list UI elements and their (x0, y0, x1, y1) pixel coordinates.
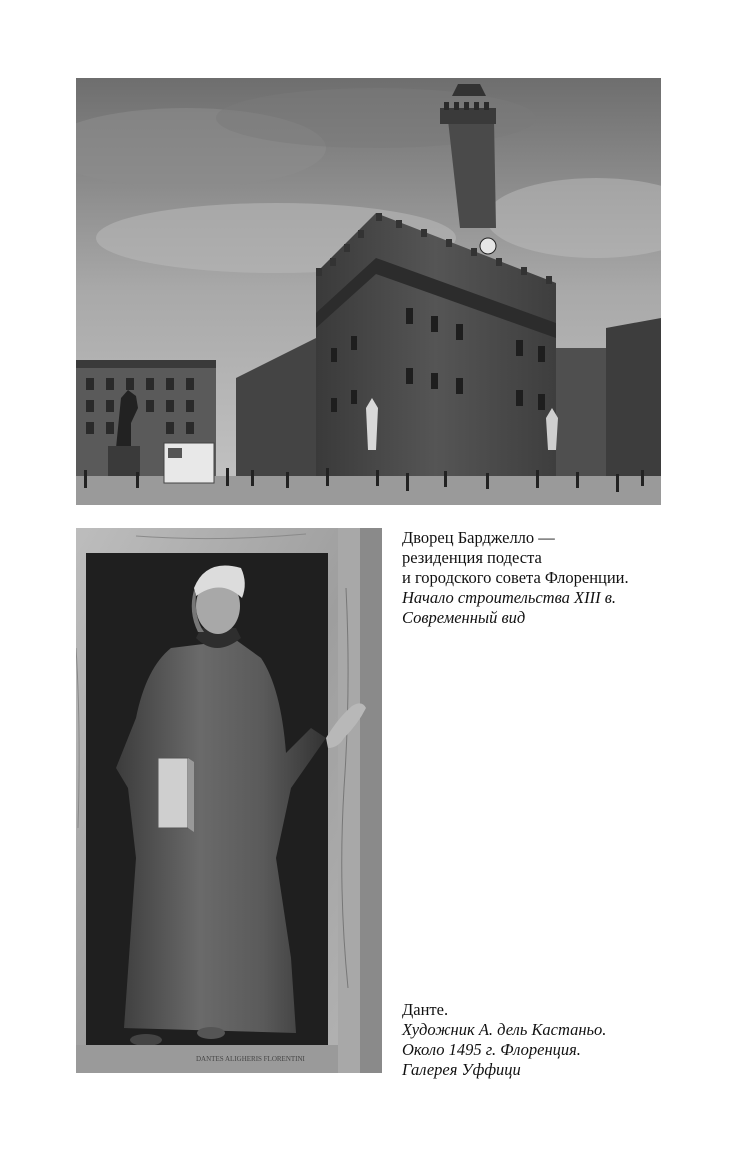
dante-painting (76, 528, 382, 1073)
caption-line-italic: Художник А. дель Кастаньо. (402, 1020, 607, 1039)
dante-caption (402, 1000, 722, 1080)
caption-line: Дворец Барджелло — (402, 528, 555, 547)
palazzo-caption (402, 528, 722, 628)
caption-line-italic: Около 1495 г. Флоренция. (402, 1040, 581, 1059)
caption-line: резиденция подеста (402, 548, 542, 567)
caption-line-italic: Галерея Уффици (402, 1060, 521, 1079)
inscription-text: DANTES ALIGHERIS FLORENTINI (196, 1055, 305, 1063)
caption-line: Данте. (402, 1000, 449, 1019)
caption-line: и городского совета Флоренции. (402, 568, 629, 587)
dante-painting-image (76, 528, 382, 1073)
caption-line-italic: Современный вид (402, 608, 526, 627)
palazzo-photo (76, 78, 661, 505)
caption-line-italic: Начало строительства XIII в. (402, 588, 617, 607)
palazzo-photo-image (76, 78, 661, 505)
